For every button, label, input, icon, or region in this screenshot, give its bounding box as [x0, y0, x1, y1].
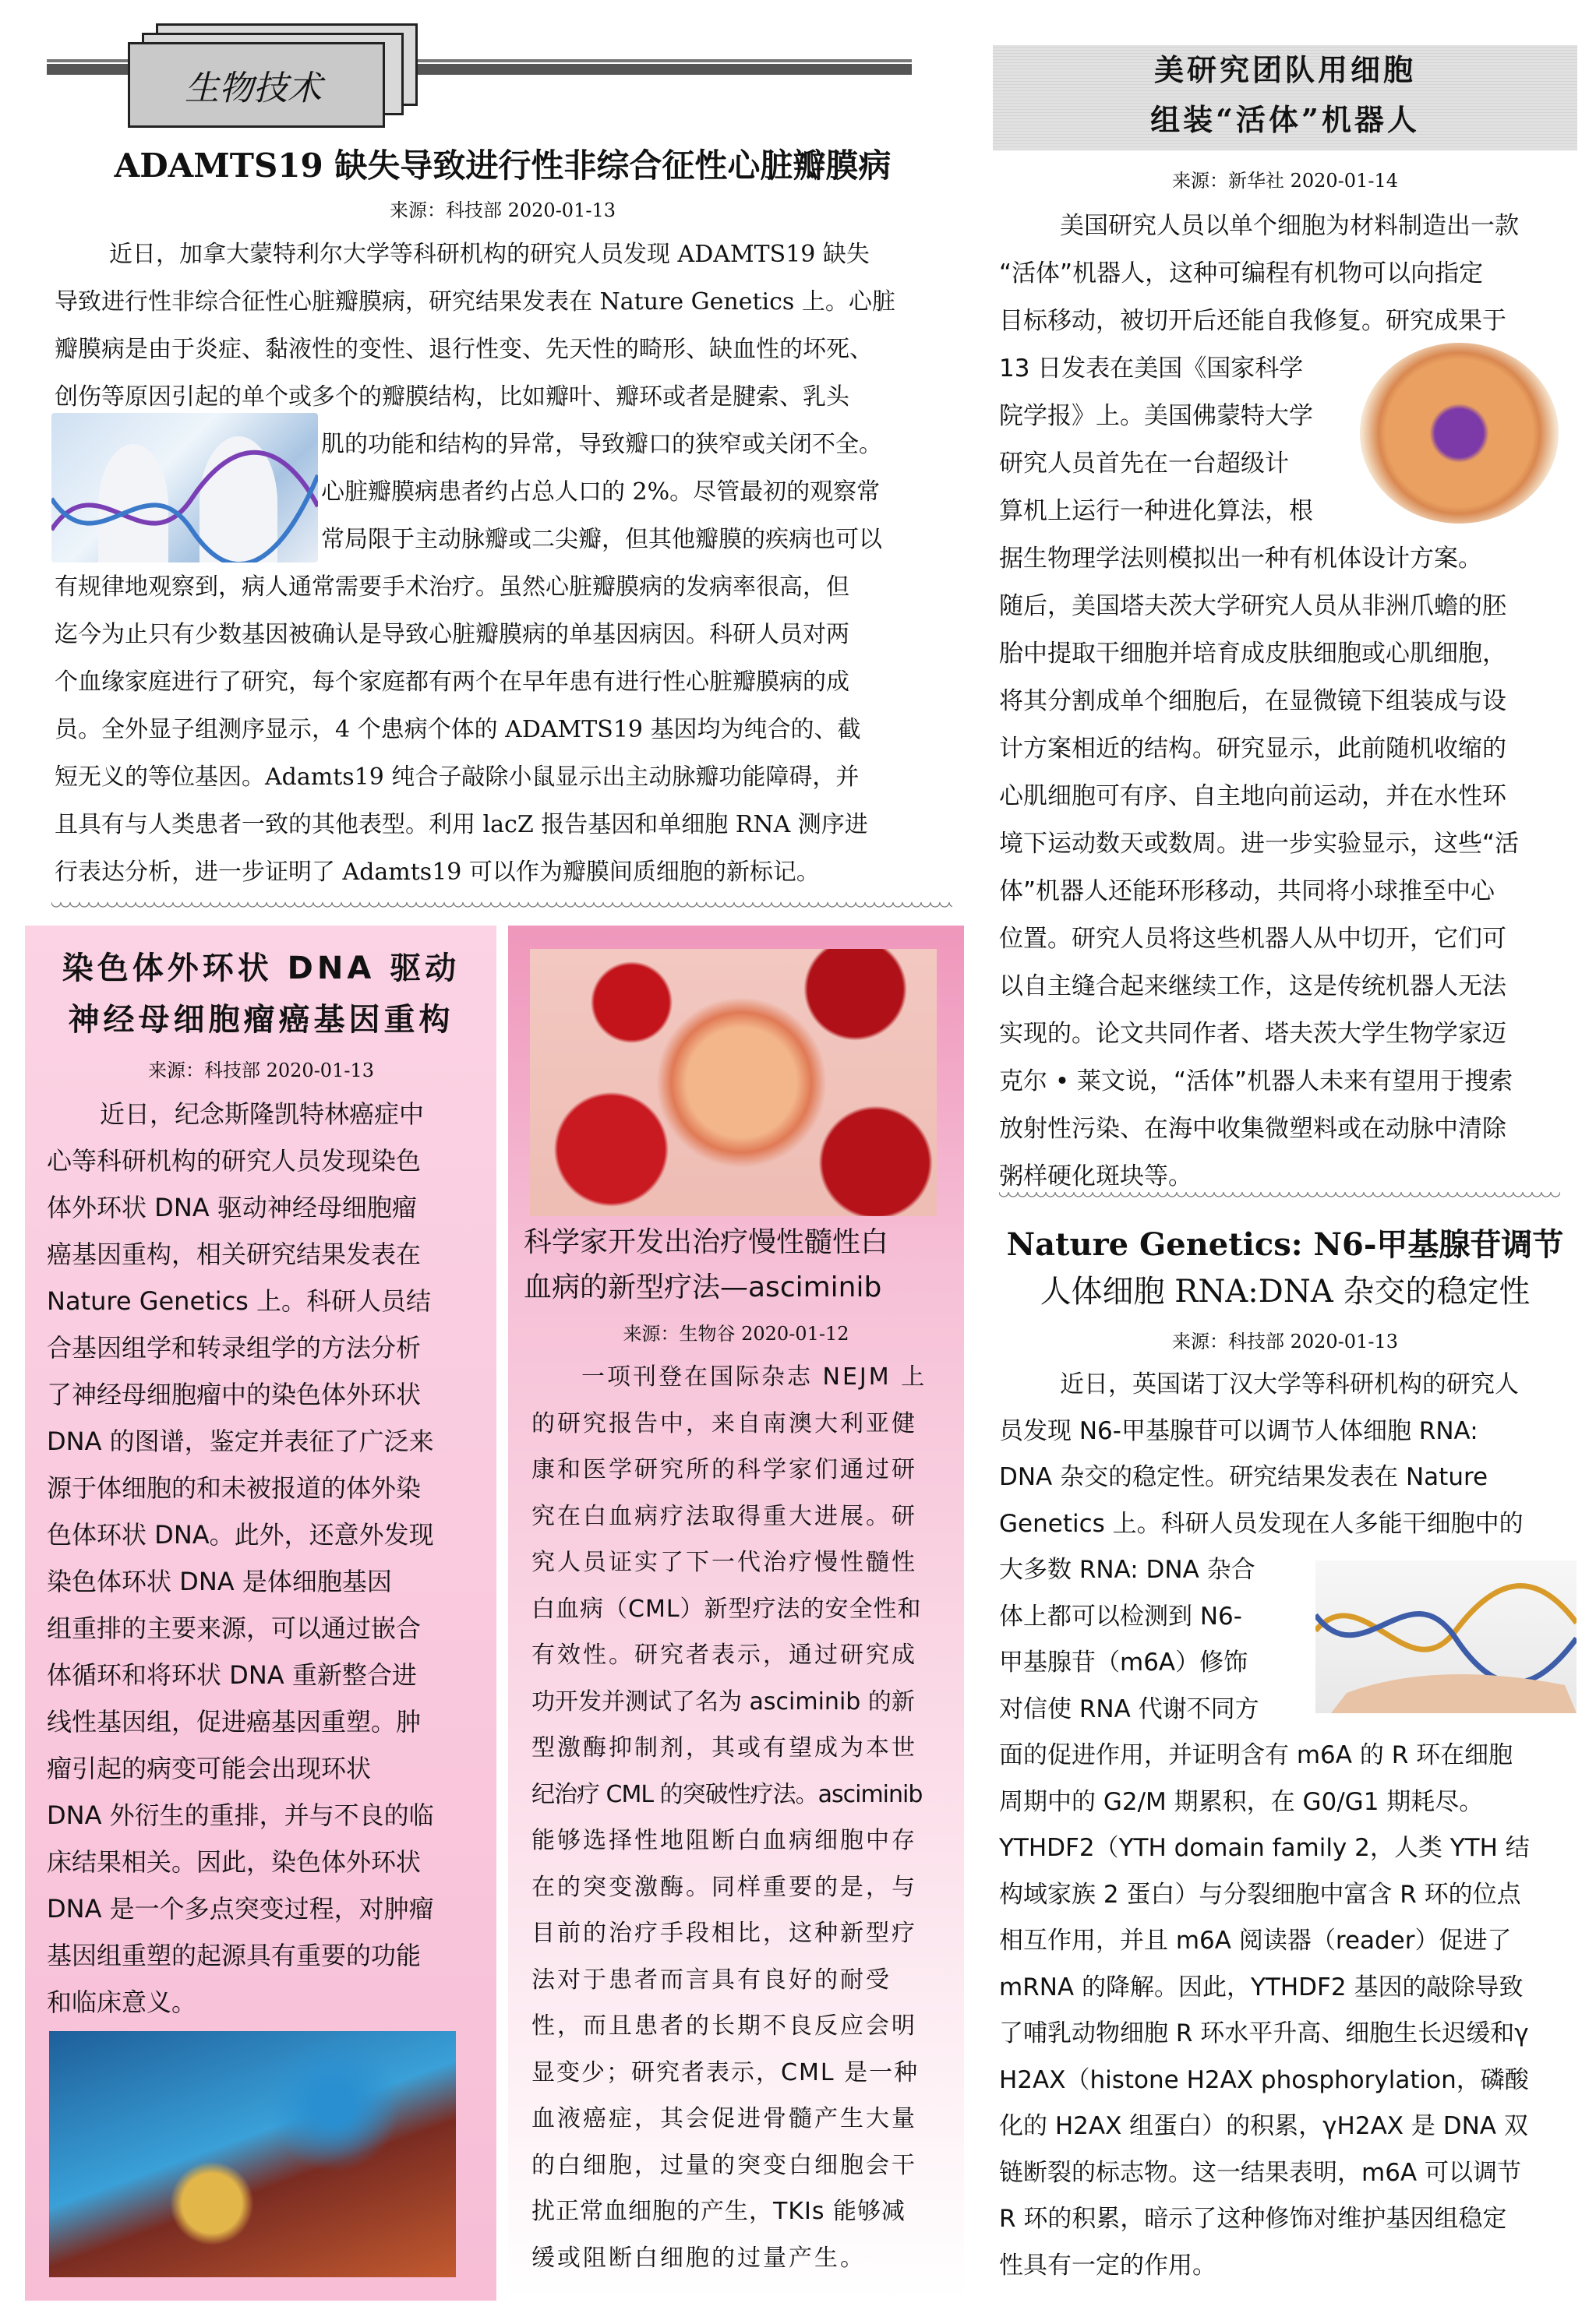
- article5-line: H2AX（histone H2AX phosphorylation，磷酸: [999, 2065, 1529, 2094]
- article5-line: 构域家族 2 蛋白）与分裂细胞中富含 R 环的位点: [999, 1880, 1521, 1909]
- article5-line: 面的促进作用，并证明含有 m6A 的 R 环在细胞: [999, 1741, 1513, 1769]
- cell-image: [1360, 343, 1559, 524]
- article5-line: Genetics 上。科研人员发现在人多能干细胞中的: [999, 1509, 1524, 1538]
- article5-line: 链断裂的标志物。这一结果表明，m6A 可以调节: [999, 2158, 1521, 2187]
- article1-body: [55, 231, 951, 896]
- article5-title: [993, 1222, 1577, 1315]
- article2-line: 以自主缝合起来继续工作，这是传统机器人无法: [999, 972, 1506, 1000]
- article3-line: 色体环状 DNA。此外，还意外发现: [47, 1520, 434, 1550]
- article4-line: 在的突变激酶。同样重要的是，与: [531, 1873, 917, 1901]
- article3-line: 心等科研机构的研究人员发现染色: [47, 1146, 422, 1176]
- article1-line: 创伤等原因引起的单个或多个的瓣膜结构，比如瓣叶、瓣环或者是腱索、乳头: [55, 383, 849, 411]
- article5-line: 甲基腺苷（m6A）修饰: [999, 1649, 1248, 1677]
- article3-line: 瘤引起的病变可能会出现环状: [47, 1754, 372, 1783]
- article4-title-line: 血病的新型疗法—asciminib: [524, 1271, 882, 1303]
- article5-line: 大多数 RNA: DNA 杂合: [999, 1556, 1255, 1584]
- article3-line: 体循环和将环状 DNA 重新整合进: [47, 1660, 417, 1690]
- article1-line: 肌的功能和结构的异常，导致瓣口的狭窄或关闭不全。: [321, 431, 882, 458]
- article1-line: 有规律地观察到，病人通常需要手术治疗。虽然心脏瓣膜病的发病率很高，但: [55, 573, 849, 601]
- article2-line: 随后，美国塔夫茨大学研究人员从非洲爪蟾的胚: [999, 592, 1506, 620]
- article1-title: ADAMTS19 缺失导致进行性非综合征性心脏瓣膜病: [114, 146, 892, 185]
- article4-line: 能够选择性地阻断白血病细胞中存: [531, 1827, 917, 1854]
- article2-line: 位置。研究人员将这些机器人从中切开，它们可: [999, 925, 1506, 953]
- section-banner: [47, 23, 912, 108]
- article2-line: 院学报》上。美国佛蒙特大学: [999, 402, 1313, 430]
- article2-line: 13 日发表在美国《国家科学: [999, 354, 1304, 383]
- article3-line: 体外环状 DNA 驱动神经母细胞瘤: [47, 1193, 417, 1222]
- article2-line: 将其分割成单个细胞后，在显微镜下组装成与设: [999, 687, 1506, 715]
- article3-line: DNA 是一个多点突变过程，对肿瘤: [47, 1894, 434, 1924]
- article4-source: 来源：生物谷 2020-01-12: [623, 1323, 849, 1345]
- article4-line: 纪治疗 CML 的突破性疗法。asciminib: [531, 1780, 923, 1808]
- article4-line: 功开发并测试了名为 asciminib 的新: [531, 1687, 915, 1716]
- divider: [999, 1192, 1560, 1200]
- article2-line: 研究人员首先在一台超级计: [999, 450, 1289, 478]
- blood-cells-image: [530, 949, 937, 1216]
- article4-title-line: 科学家开发出治疗慢性髓性白: [524, 1226, 889, 1258]
- article4-line: 型激酶抑制剂，其或有望成为本世: [531, 1734, 917, 1762]
- article2-line: 算机上运行一种进化算法，根: [999, 497, 1313, 525]
- article2-line: 目标移动，被切开后还能自我修复。研究成果于: [999, 307, 1506, 335]
- article2-line: 粥样硬化斑块等。: [999, 1162, 1192, 1190]
- article4-line: 康和医学研究所的科学家们通过研: [531, 1456, 917, 1483]
- hand-dna-image: [1315, 1561, 1577, 1713]
- banner-tab-front: [128, 42, 385, 128]
- article1-line: 导致进行性非综合征性心脏瓣膜病，研究结果发表在 Nature Genetics 上。心脏: [55, 288, 895, 316]
- article4-line: 的研究报告中，来自南澳大利亚健: [531, 1409, 917, 1437]
- divider: [51, 902, 952, 910]
- article4-line: 究在白血病疗法取得重大进展。研: [531, 1502, 917, 1530]
- article4-line: 有效性。研究者表示，通过研究成: [531, 1642, 917, 1669]
- article3-line: 近日，纪念斯隆凯特林癌症中: [100, 1099, 425, 1129]
- article2-source: 来源：新华社 2020-01-14: [1171, 170, 1398, 192]
- article4-line: 性，而且患者的长期不良反应会明: [531, 2012, 917, 2040]
- article5-line: 周期中的 G2/M 期累积，在 G0/G1 期耗尽。: [999, 1787, 1484, 1816]
- article4-line: 缓或阻断白细胞的过量产生。: [531, 2244, 866, 2272]
- article2-line: 体”机器人还能环形移动，共同将小球推至中心: [999, 877, 1495, 905]
- article2-line: 据生物理学法则模拟出一种有机体设计方案。: [999, 545, 1482, 573]
- article4-line: 显变少；研究者表示，CML 是一种: [531, 2058, 920, 2086]
- neuron-image: [49, 2031, 456, 2277]
- article3-line: 了神经母细胞瘤中的染色体外环状: [47, 1380, 422, 1409]
- article1-line: 常局限于主动脉瓣或二尖瓣，但其他瓣膜的疾病也可以: [321, 526, 882, 553]
- article3-line: 和临床意义。: [47, 1987, 197, 2017]
- article4-line: 白血病（CML）新型疗法的安全性和: [531, 1595, 922, 1623]
- article3-line: DNA 外衍生的重排，并与不良的临: [47, 1800, 434, 1830]
- article5-line: 性具有一定的作用。: [999, 2251, 1216, 2280]
- article2-title-line: 组装“活体”机器人: [1150, 102, 1420, 137]
- article2-line: 放射性污染、在海中收集微塑料或在动脉中清除: [999, 1115, 1506, 1143]
- article2-line: 计方案相近的结构。研究显示，此前随机收缩的: [999, 735, 1506, 763]
- article3-line: 源于体细胞的和未被报道的体外染: [47, 1473, 422, 1503]
- article2-line: 胎中提取干细胞并培育成皮肤细胞或心肌细胞，: [999, 640, 1506, 668]
- article2-line: 境下运动数天或数周。进一步实验显示，这些“活: [999, 830, 1520, 858]
- article3-line: 癌基因重构，相关研究结果发表在: [47, 1240, 422, 1269]
- article3-title-line: 染色体外环状 DNA 驱动: [62, 950, 461, 986]
- article5-line: 体上都可以检测到 N6-: [999, 1602, 1242, 1631]
- article4-line: 法对于患者而言具有良好的耐受: [531, 1966, 892, 1994]
- article3-source: 来源：科技部 2020-01-13: [147, 1060, 374, 1081]
- article1-line: 行表达分析，进一步证明了 Adamts19 可以作为瓣膜间质细胞的新标记。: [55, 859, 820, 886]
- article2-title-line: 美研究团队用细胞: [1153, 52, 1416, 87]
- article2-title-box: [993, 45, 1577, 150]
- article4-line: 扰正常血细胞的产生，TKIs 能够减: [531, 2198, 906, 2225]
- article3-line: 合基因组学和转录组学的方法分析: [47, 1333, 422, 1363]
- article2-line: 克尔 • 莱文说，“活体”机器人未来有望用于搜索: [999, 1067, 1513, 1095]
- scientists-dna-image: [51, 413, 318, 562]
- article3-line: Nature Genetics 上。科研人员结: [47, 1286, 432, 1316]
- article3-line: 基因组重塑的起源具有重要的功能: [47, 1941, 422, 1970]
- article5-source: 来源：科技部 2020-01-13: [1171, 1331, 1398, 1352]
- article5-line: 员发现 N6-甲基腺苷可以调节人体细胞 RNA:: [999, 1416, 1478, 1445]
- article3-body: [47, 1091, 468, 2026]
- section-label: 生物技术: [185, 69, 322, 108]
- article5-title-line: 人体细胞 RNA:DNA 杂交的稳定性: [1040, 1274, 1531, 1310]
- article5-line: 相互作用，并且 m6A 阅读器（reader）促进了: [999, 1927, 1512, 1955]
- article4-title: [524, 1220, 956, 1310]
- article1-line: 迄今为止只有少数基因被确认是导致心脏瓣膜病的单基因病因。科研人员对两: [55, 621, 849, 648]
- article5-line: R 环的积累，暗示了这种修饰对维护基因组稳定: [999, 2205, 1507, 2233]
- article3-title: [31, 943, 491, 1046]
- article5-title-line: Nature Genetics: N6-甲基腺苷调节: [1006, 1226, 1564, 1263]
- article1-line: 近日，加拿大蒙特利尔大学等科研机构的研究人员发现 ADAMTS19 缺失: [109, 241, 870, 268]
- article5-line: DNA 杂交的稳定性。研究结果发表在 Nature: [999, 1463, 1488, 1491]
- article1-line: 心脏瓣膜病患者约占总人口的 2%。尽管最初的观察常: [321, 478, 881, 506]
- article3-line: 染色体环状 DNA 是体细胞基因: [47, 1567, 392, 1596]
- article2-line: 心肌细胞可有序、自主地向前运动，并在水性环: [999, 782, 1506, 810]
- article1-line: 短无义的等位基因。Adamts19 纯合子敲除小鼠显示出主动脉瓣功能障碍，并: [55, 763, 860, 791]
- article4-line: 一项刊登在国际杂志 NEJM 上: [581, 1363, 927, 1391]
- article4-line: 的白细胞，过量的突变白细胞会干: [531, 2151, 917, 2179]
- article4-body: [531, 1354, 941, 2281]
- article5-line: 近日，英国诺丁汉大学等科研机构的研究人: [1060, 1370, 1519, 1398]
- article3-line: DNA 的图谱，鉴定并表征了广泛来: [47, 1426, 434, 1456]
- article5-line: 了哺乳动物细胞 R 环水平升高、细胞生长迟缓和γ: [999, 2019, 1529, 2047]
- article1-source: 来源：科技部 2020-01-13: [389, 199, 616, 221]
- article5-line: 对信使 RNA 代谢不同方: [999, 1695, 1259, 1723]
- article2-line: 实现的。论文共同作者、塔夫茨大学生物学家迈: [999, 1020, 1506, 1048]
- article5-line: YTHDF2（YTH domain family 2，人类 YTH 结: [999, 1834, 1530, 1862]
- article5-line: mRNA 的降解。因此，YTHDF2 基因的敲除导致: [999, 1973, 1524, 2001]
- article1-line: 瓣膜病是由于炎症、黏液性的变性、退行性变、先天性的畸形、缺血性的坏死、: [55, 336, 873, 363]
- article4-line: 究人员证实了下一代治疗慢性髓性: [531, 1549, 917, 1576]
- article1-line: 员。全外显子组测序显示，4 个患病个体的 ADAMTS19 基因均为纯合的、截: [55, 716, 861, 743]
- article4-line: 目前的治疗手段相比，这种新型疗: [531, 1920, 917, 1947]
- article3-line: 床结果相关。因此，染色体外环状: [47, 1847, 422, 1877]
- article4-line: 血液癌症，其会促进骨髓产生大量: [531, 2105, 917, 2132]
- article5-line: 化的 H2AX 组蛋白）的积累，γH2AX 是 DNA 双: [999, 2112, 1528, 2140]
- article3-line: 组重排的主要来源，可以通过嵌合: [47, 1613, 422, 1643]
- article3-line: 线性基因组，促进癌基因重塑。肿: [47, 1707, 422, 1737]
- article2-line: “活体”机器人，这种可编程有机物可以向指定: [999, 259, 1484, 287]
- article2-line: 美国研究人员以单个细胞为材料制造出一款: [1060, 212, 1519, 240]
- article5-body: [999, 1362, 1576, 2289]
- article1-line: 且具有与人类患者一致的其他表型。利用 lacZ 报告基因和单细胞 RNA 测序进: [55, 811, 868, 838]
- article3-title-line: 神经母细胞瘤癌基因重构: [68, 1002, 454, 1038]
- article1-line: 个血缘家庭进行了研究，每个家庭都有两个在早年患有进行性心脏瓣膜病的成: [55, 668, 849, 696]
